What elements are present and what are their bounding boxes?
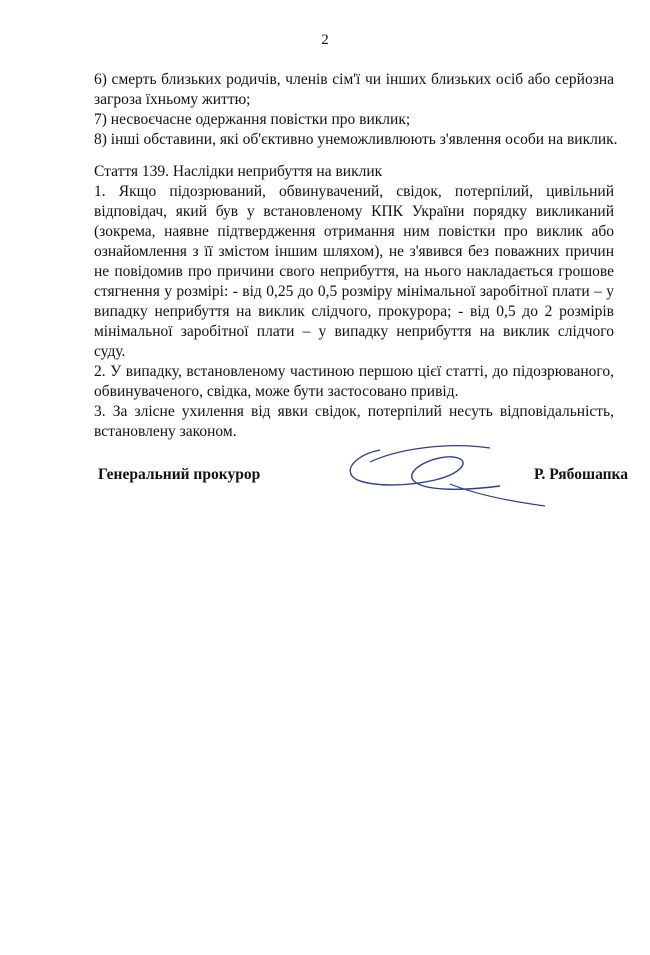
paragraph-1-line: суду. <box>94 343 126 360</box>
signatory-name: Р. Рябошапка <box>533 466 628 483</box>
paragraph-1-line: ознайомлення з її змістом іншим шляхом), не з'явився без поважних причин <box>94 243 614 260</box>
handwritten-signature <box>340 440 550 515</box>
paragraph-1-line: стягнення у розмірі: - від 0,25 до 0,5 розміру мінімальної заробітної плати – у <box>94 283 614 300</box>
signature-stroke <box>370 446 545 506</box>
paragraph-1-line: випадку неприбуття на виклик слідчого, прокурора; - від 0,5 до 2 розмірів <box>94 303 614 320</box>
paragraph-2-line: 2. У випадку, встановленому частиною першою цієї статті, до підозрюваного, <box>94 363 614 380</box>
article-heading: Стаття 139. Наслідки неприбуття на виклик <box>94 163 383 180</box>
list-item-7: 7) несвоєчасне одержання повістки про виклик; <box>94 111 411 128</box>
list-item-8: 8) інші обставини, які об'єктивно унеможливлюють з'явлення особи на виклик. <box>94 131 618 148</box>
paragraph-1-line: відповідач, який був у встановленому КПК України порядку викликаний <box>94 203 614 220</box>
list-item-6-line1: 6) смерть близьких родичів, членів сім'ї чи інших близьких осіб або серйозна <box>94 71 614 88</box>
paragraph-1-line: (зокрема, наявне підтвердження отримання ним повістки про виклик або <box>94 223 614 240</box>
list-item-6-line2: загроза їхньому життю; <box>94 91 251 108</box>
paragraph-2-line: обвинуваченого, свідка, може бути застосовано привід. <box>94 383 459 400</box>
article-139 <box>94 162 614 442</box>
paragraph-1-line: не повідомив про причини свого неприбуття, на нього накладається грошове <box>94 263 614 280</box>
paragraph-1-line: 1. Якщо підозрюваний, обвинувачений, свідок, потерпілий, цивільний <box>94 183 614 200</box>
signature-stroke <box>350 450 500 489</box>
list-continuation <box>94 70 618 150</box>
paragraph-1-line: мінімальної заробітної плати – у випадку неприбуття на виклик слідчого <box>94 323 614 340</box>
paragraph-3-line: 3. За злісне ухилення від явки свідок, потерпілий несуть відповідальність, <box>94 403 614 420</box>
paragraph-3-line: встановлену законом. <box>94 423 237 440</box>
signatory-title: Генеральний прокурор <box>98 466 261 483</box>
page-number: 2 <box>321 32 329 48</box>
